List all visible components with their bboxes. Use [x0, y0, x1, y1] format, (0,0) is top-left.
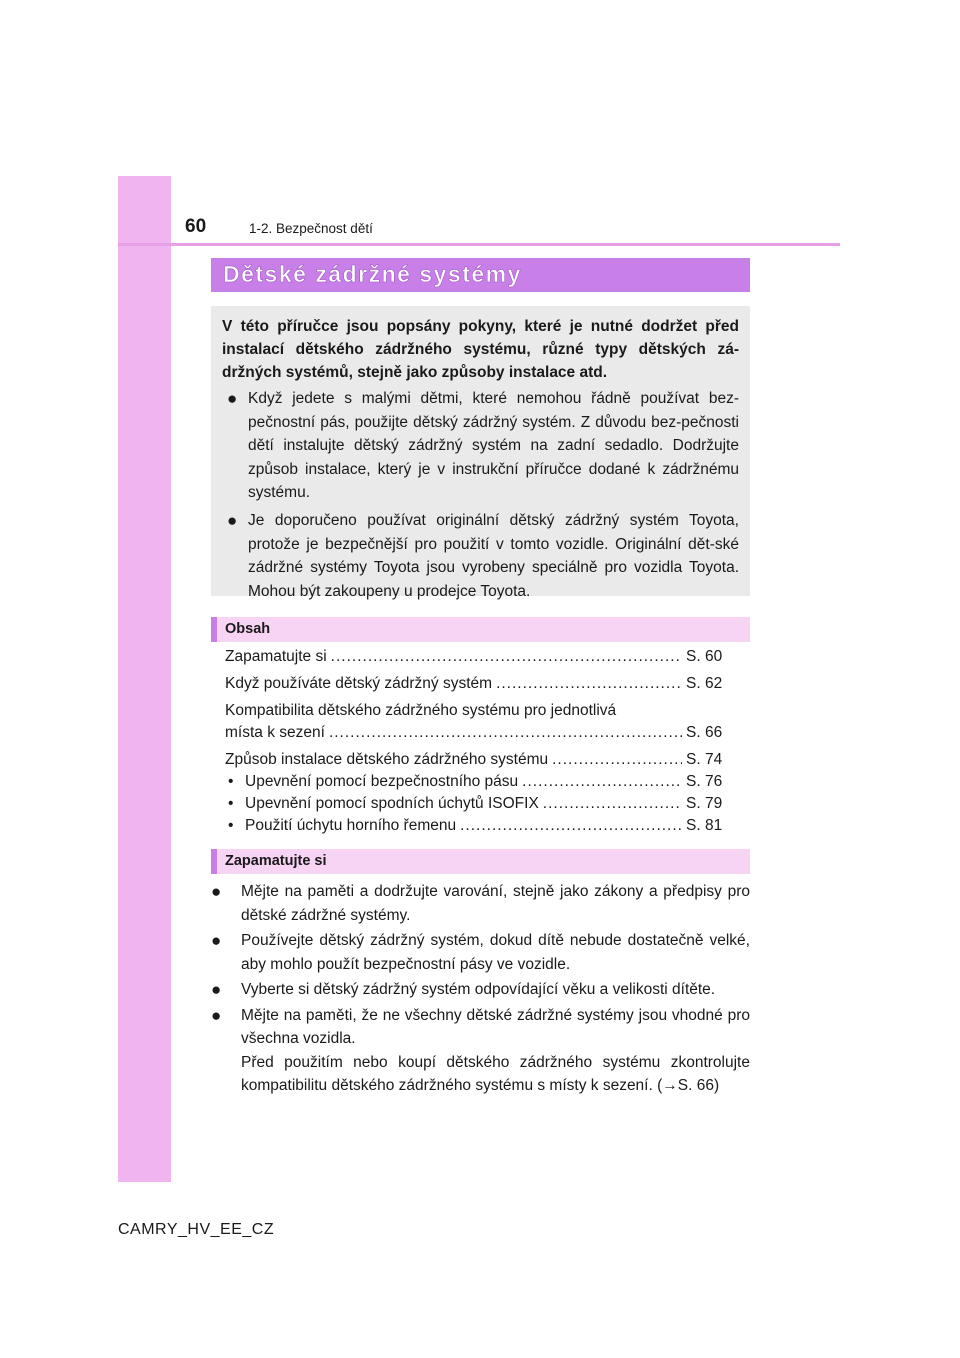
toc-entry[interactable] [225, 675, 722, 697]
toc-entry-line1 [225, 702, 722, 724]
toc-entry-page: S. 74 [686, 751, 723, 768]
toc-subentry[interactable] [225, 817, 722, 839]
toc-entry-text: Upevnění pomocí bezpečnostního pásu [245, 773, 519, 790]
toc-leader [522, 773, 682, 791]
toc-entry-page: S. 79 [686, 795, 723, 812]
bullet-icon: ● [211, 931, 222, 950]
bullet-text: Mějte na paměti, že ne všechny dětské zádržné systémy jsou vhodné pro všechna vozidla. [241, 1006, 750, 1047]
side-tab [118, 176, 171, 1182]
toc-entry-text: Použití úchytu horního řemenu [245, 817, 457, 834]
intro-box [211, 306, 750, 600]
bullet-text: Vyberte si dětský zádržný systém odpovídající věku a velikosti dítěte. [241, 981, 716, 998]
list-item [211, 880, 750, 927]
toc-subentry[interactable] [225, 795, 722, 817]
remember-section [211, 880, 750, 1098]
bullet-icon: ● [211, 1005, 222, 1025]
header-rule [118, 243, 840, 246]
toc-entry-text: Upevnění pomocí spodních úchytů ISOFIX [245, 795, 539, 812]
intro-bullets [222, 387, 739, 603]
toc-entry[interactable] [225, 724, 722, 746]
list-item [211, 929, 750, 976]
toc-entry-text: místa k sezení [225, 724, 325, 741]
toc-subentry[interactable] [225, 773, 722, 795]
toc-entry[interactable] [225, 751, 722, 773]
sub-bullet-icon: • [228, 817, 234, 834]
toc-entry-text: Kompatibilita dětského zádržného systému pro jednotlivá [225, 702, 617, 719]
toc-leader [552, 751, 682, 769]
toc-leader [329, 724, 682, 742]
toc-leader [460, 817, 682, 835]
toc-entry-page: S. 60 [686, 648, 723, 665]
toc-leader [331, 648, 682, 666]
toc-entry-text: Zapamatujte si [225, 648, 327, 665]
bullet-text: Je doporučeno používat originální dětský zádržný systém Toyota, protože je bezpečnější pro použití v tomto vozidle. Originální dět-ské zádržné systémy Toyota jsou vyrobeny speciálně pro vozidla Toyota. Mohou být zakoupeny u prodejce Toyota. [248, 511, 739, 600]
toc-leader [543, 795, 682, 813]
list-item [222, 387, 739, 505]
title-banner [211, 258, 750, 292]
toc-entry[interactable] [225, 648, 722, 670]
remember-heading: Zapamatujte si [225, 853, 327, 869]
bullet-icon: ● [227, 389, 238, 408]
list-item [222, 509, 739, 603]
bullet-text: Mějte na paměti a dodržujte varování, stejně jako zákony a předpisy pro dětské zádržné systémy. [241, 883, 750, 924]
contents-heading: Obsah [225, 621, 271, 637]
bullet-text-continued: Před použitím nebo koupí dětského zádržného systému zkontrolujte kompatibilitu dětského zádržného systému s místy k sezení. (→S. 66) [241, 1053, 750, 1094]
page-number: 60 [185, 216, 207, 237]
bullet-icon: ● [227, 510, 238, 530]
toc-entry-page: S. 81 [686, 817, 723, 834]
toc-entry-text: Když používáte dětský zádržný systém [225, 675, 493, 692]
contents-banner [211, 617, 750, 642]
toc-entry-text: Způsob instalace dětského zádržného systému [225, 751, 549, 768]
toc-entry-page: S. 76 [686, 773, 723, 790]
remember-banner [211, 849, 750, 874]
bullet-text: Když jedete s malými dětmi, které nemohou řádně používat bez-pečnostní pás, použijte dětský zádržný systém. Z důvodu bez-pečnosti dětí instalujte dětský zádržný systém na zadní sedadlo. Dodržujte způsob instalace, který je v instrukční příručce dodané k zádržnému systému. [248, 390, 739, 502]
toc-entry-page: S. 62 [686, 675, 723, 692]
section-title: 1-2. Bezpečnost dětí [249, 221, 373, 236]
table-of-contents [225, 648, 722, 839]
page-title: Dětské zádržné systémy [223, 261, 522, 287]
intro-lead: V této příručce jsou popsány pokyny, které je nutné dodržet před instalací dětského zádržného systému, různé typy dětských zá-držných systémů, stejně jako způsoby instalace atd. [222, 318, 739, 381]
toc-leader [496, 675, 682, 693]
bullet-icon: ● [211, 980, 222, 999]
footer-code: CAMRY_HV_EE_CZ [118, 1221, 275, 1238]
list-item [211, 978, 750, 1002]
bullet-icon: ● [211, 882, 222, 901]
sub-bullet-icon: • [228, 773, 234, 790]
list-item [211, 1004, 750, 1098]
bullet-text: Používejte dětský zádržný systém, dokud dítě nebude dostatečně velké, aby mohlo použít bezpečnostní pásy ve vozidle. [241, 932, 750, 973]
toc-entry-page: S. 66 [686, 724, 723, 741]
sub-bullet-icon: • [228, 795, 234, 812]
